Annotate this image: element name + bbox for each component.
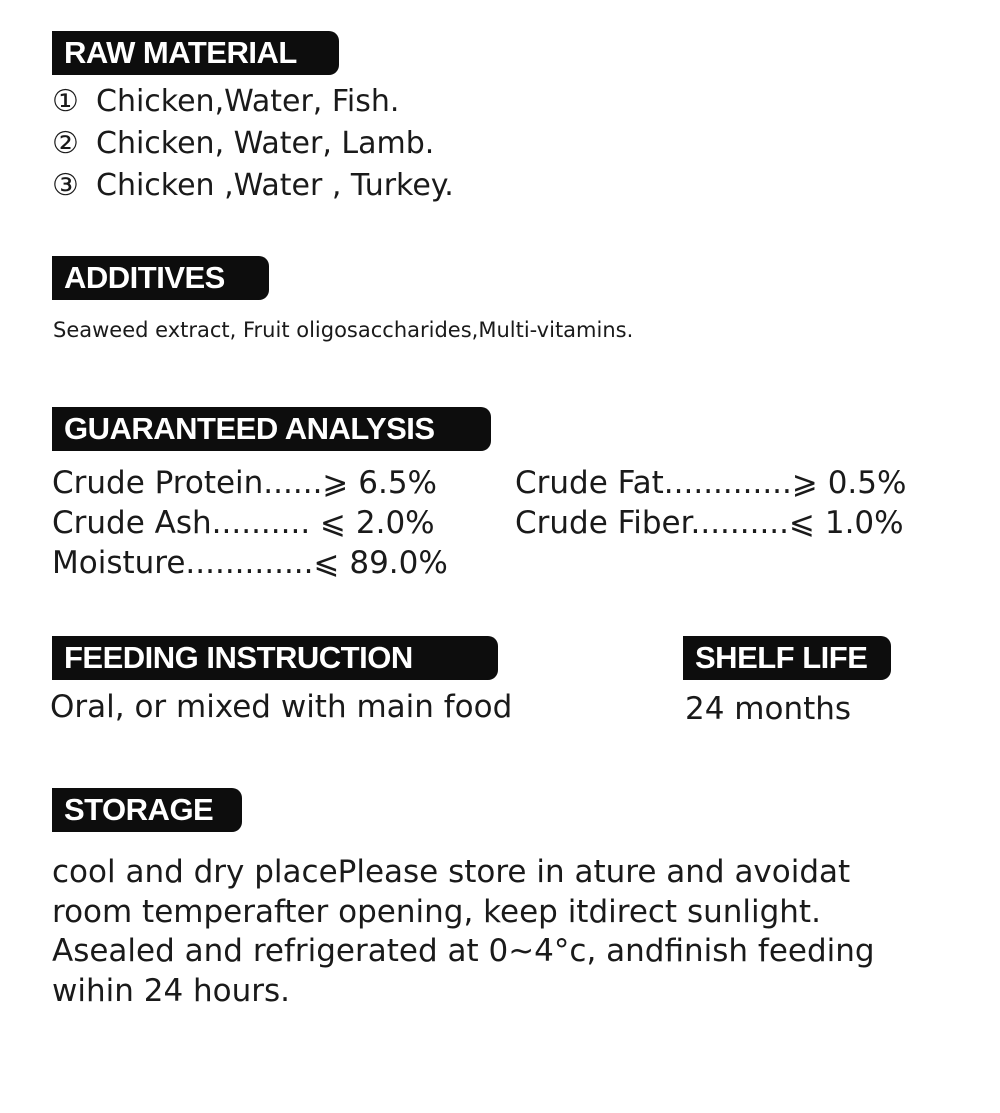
item-text: Chicken ,Water , Turkey. bbox=[96, 168, 454, 203]
item-text: Chicken,Water, Fish. bbox=[96, 84, 400, 119]
additives-heading: ADDITIVES bbox=[52, 256, 269, 300]
feeding-instruction-heading: FEEDING INSTRUCTION bbox=[52, 636, 498, 680]
item-number: ③ bbox=[52, 168, 79, 203]
raw-material-item-2 bbox=[52, 126, 434, 161]
storage-line-4: wihin 24 hours. bbox=[52, 973, 291, 1009]
shelf-life-text: 24 months bbox=[685, 691, 852, 727]
raw-material-item-1 bbox=[52, 84, 399, 119]
analysis-crude-ash: Crude Ash.......... ⩽ 2.0% bbox=[52, 505, 435, 541]
item-number: ① bbox=[52, 84, 79, 119]
shelf-life-heading: SHELF LIFE bbox=[683, 636, 891, 680]
raw-material-item-3 bbox=[52, 168, 454, 203]
analysis-crude-fat: Crude Fat.............⩾ 0.5% bbox=[515, 465, 907, 501]
storage-line-3: Asealed and refrigerated at 0~4°c, andfinish feeding bbox=[52, 933, 875, 969]
guaranteed-analysis-heading: GUARANTEED ANALYSIS bbox=[52, 407, 491, 451]
item-text: Chicken, Water, Lamb. bbox=[96, 126, 435, 161]
analysis-moisture: Moisture.............⩽ 89.0% bbox=[52, 545, 448, 581]
analysis-crude-protein: Crude Protein......⩾ 6.5% bbox=[52, 465, 438, 501]
raw-material-heading: RAW MATERIAL bbox=[52, 31, 339, 75]
storage-line-2: room temperafter opening, keep itdirect sunlight. bbox=[52, 894, 821, 930]
storage-heading: STORAGE bbox=[52, 788, 242, 832]
analysis-crude-fiber: Crude Fiber..........⩽ 1.0% bbox=[515, 505, 904, 541]
feeding-instruction-text: Oral, or mixed with main food bbox=[50, 689, 513, 725]
storage-line-1: cool and dry placePlease store in ature and avoidat bbox=[52, 854, 851, 890]
additives-text: Seaweed extract, Fruit oligosaccharides,Multi-vitamins. bbox=[53, 318, 634, 342]
item-number: ② bbox=[52, 126, 79, 161]
